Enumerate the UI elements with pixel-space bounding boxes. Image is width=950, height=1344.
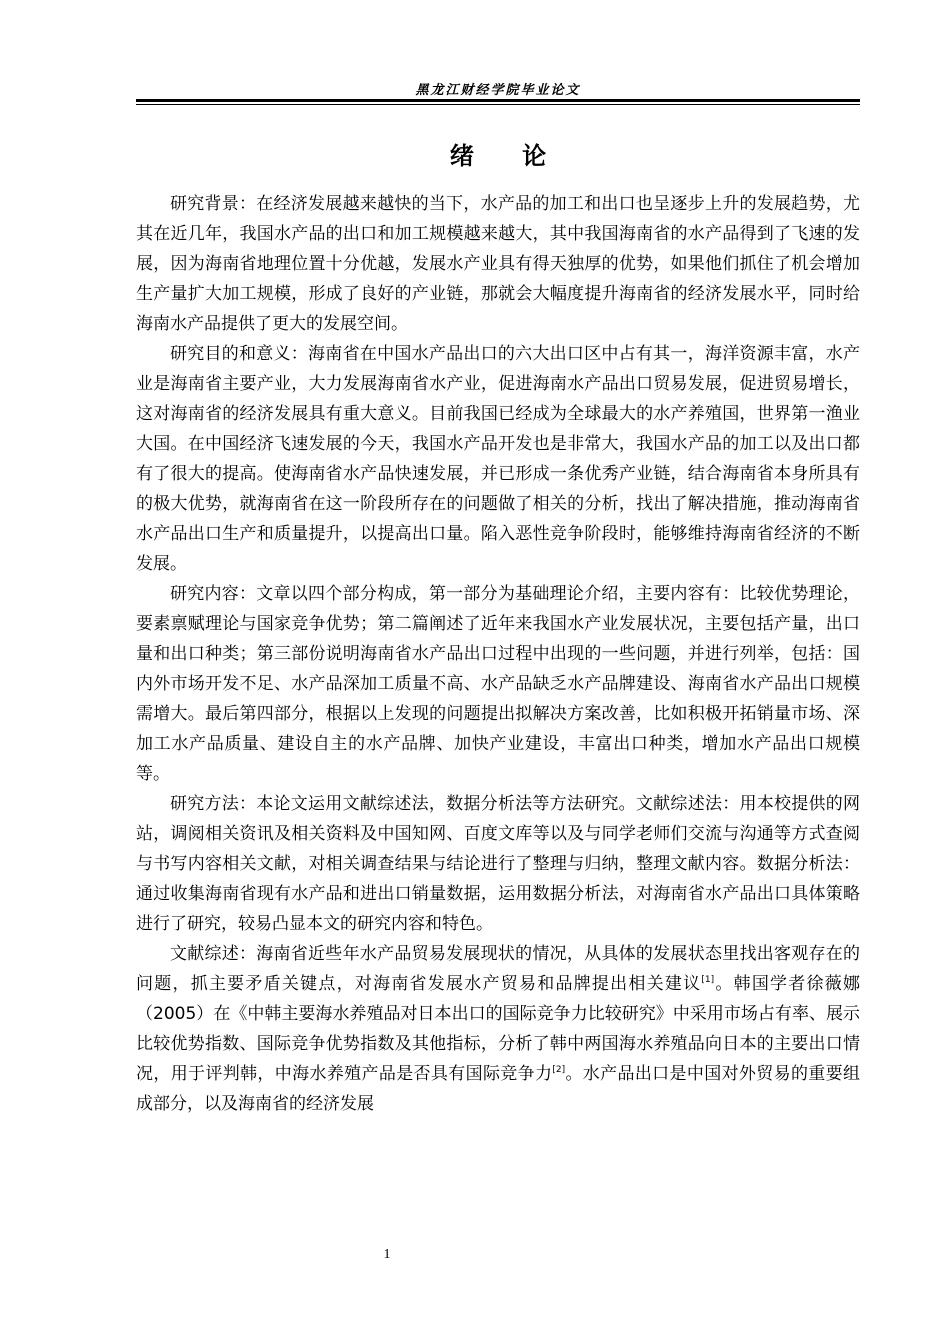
header-rule-thick [136, 99, 860, 102]
page-number: 1 [383, 1247, 391, 1262]
literature-text-part-2: 。韩国学者徐薇娜（2005）在《中韩主要海水养殖品对日本出口的国际竞争力比较研究》中采用市场占有率、展示比较优势指数、国际竞争优势指数及其他指标，分析了韩中两国海水养殖品向日本的主要出口情况，用于评判韩，中海水养殖产品是否具有国际竞争力 [136, 974, 861, 1084]
section-heading: 绪 论 [449, 142, 547, 170]
paragraph-purpose: 研究目的和意义：海南省在中国水产品出口的六大出口区中占有其一，海洋资源丰富，水产业是海南省主要产业，大力发展海南省水产业，促进海南水产品出口贸易发展，促进贸易增长，这对海南省的经济发展具有重大意义。目前我国已经成为全球最大的水产养殖国，世界第一渔业大国。在中国经济飞速发展的今天，我国水产品开发也是非常大，我国水产品的加工以及出口都有了很大的提高。使海南省水产品快速发展，并已形成一条优秀产业链，结合海南省本身所具有的极大优势，就海南省在这一阶段所存在的问题做了相关的分析，找出了解决措施，推动海南省水产品出口生产和质量提升，以提高出口量。陷入恶性竞争阶段时，能够维持海南省经济的不断发展。 [136, 344, 860, 574]
running-header-title: 黑龙江财经学院毕业论文 [415, 83, 581, 98]
header-rule-thin [136, 104, 860, 105]
citation-ref-2: [2] [552, 1065, 566, 1075]
paragraph-content: 研究内容：文章以四个部分构成，第一部分为基础理论介绍，主要内容有：比较优势理论，要素禀赋理论与国家竞争优势；第二篇阐述了近年来我国水产业发展状况，主要包括产量，出口量和出口种类；第三部份说明海南省水产品出口过程中出现的一些问题，并进行列举，包括：国内外市场开发不足、水产品深加工质量不高、水产品缺乏水产品牌建设、海南省水产品出口规模需增大。最后第四部分，根据以上发现的问题提出拟解决方案改善，比如积极开拓销量市场、深加工水产品质量、建设自主的水产品牌、加快产业建设，丰富出口种类，增加水产品出口规模等。 [136, 584, 860, 784]
paragraph-methods: 研究方法：本论文运用文献综述法，数据分析法等方法研究。文献综述法：用本校提供的网站，调阅相关资讯及相关资料及中国知网、百度文库等以及与同学老师们交流与沟通等方式查阅与书写内容相关文献，对相关调查结果与结论进行了整理与归纳，整理文献内容。数据分析法：通过收集海南省现有水产品和进出口销量数据，运用数据分析法，对海南省水产品出口具体策略进行了研究，较易凸显本文的研究内容和特色。 [136, 794, 860, 934]
citation-ref-1: [1] [701, 975, 715, 985]
literature-text-part-1: 文献综述：海南省近些年水产品贸易发展现状的情况，从具体的发展状态里找出客观存在的问题，抓主要矛盾关键点，对海南省发展水产贸易和品牌提出相关建议 [136, 944, 860, 994]
body-text [136, 189, 860, 1119]
paragraph-background: 研究背景：在经济发展越来越快的当下，水产品的加工和出口也呈逐步上升的发展趋势，尤其在近几年，我国水产品的出口和加工规模越来越大，其中我国海南省的水产品得到了飞速的发展，因为海南省地理位置十分优越，发展水产业具有得天独厚的优势，如果他们抓住了机会增加生产量扩大加工规模，形成了良好的产业链，那就会大幅度提升海南省的经济发展水平，同时给海南水产品提供了更大的发展空间。 [136, 194, 860, 334]
literature-text-part-3: 。水产品出口是中国对外贸易的重要组成部分，以及海南省的经济发展 [136, 1064, 861, 1114]
paragraph-literature-review [136, 939, 860, 1119]
